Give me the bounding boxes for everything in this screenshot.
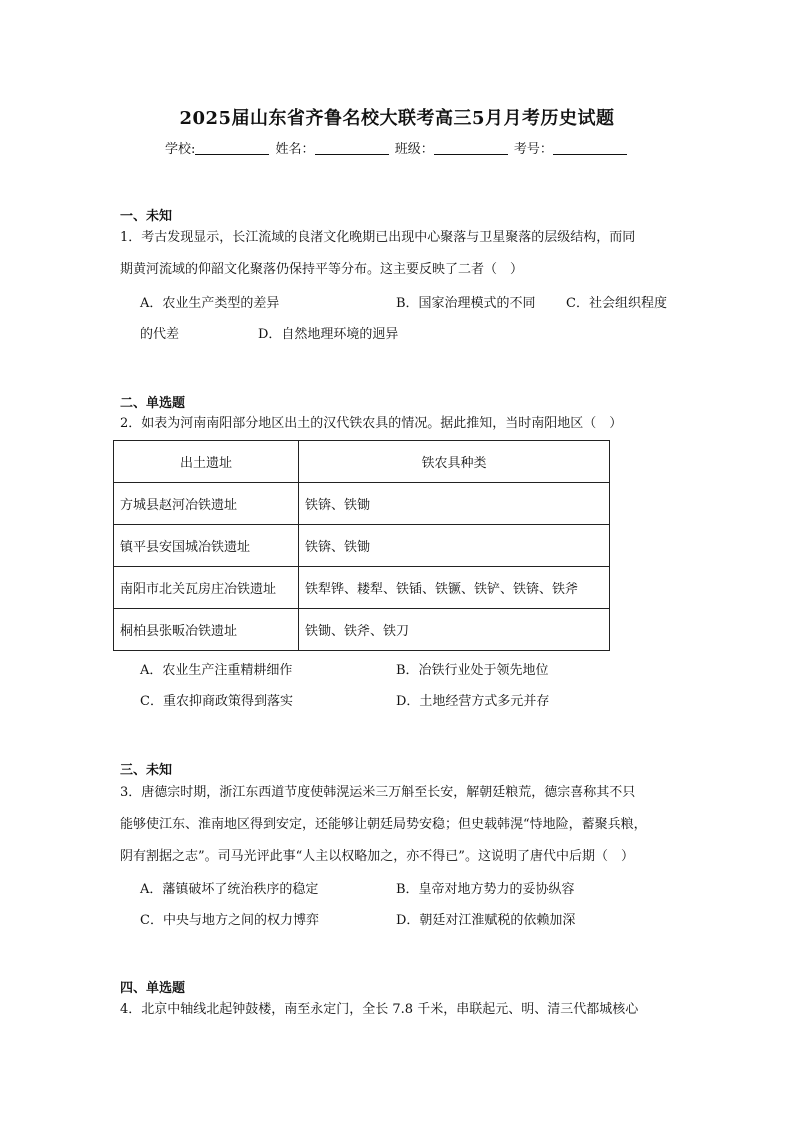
table-header-site: 出土遗址 [114,441,299,483]
table-cell-site: 方城县赵河冶铁遗址 [114,483,299,525]
name-blank[interactable] [315,142,389,155]
question-4-stem [120,994,680,1026]
table-row [114,567,610,609]
class-label: 班级： [394,142,434,157]
section-heading-4: 四、单选题 [120,981,186,996]
question-2-option-a: A．农业生产注重精耕细作 [140,663,293,678]
table-cell-tools: 铁锄、铁斧、铁刀 [299,609,610,651]
table-cell-tools: 铁犁铧、耧犁、铁锸、铁镢、铁铲、铁锛、铁斧 [299,567,610,609]
question-1-line-2: 期黄河流域的仰韶文化聚落仍保持平等分布。这主要反映了二者（ ） [120,262,524,277]
question-2-option-d: D．土地经营方式多元并存 [396,694,550,709]
question-3-line-3: 阴有割据之志”。司马光评此事“人主以权略加之，亦不得已”。这说明了唐代中后期（ ） [120,849,634,864]
question-3-option-d: D．朝廷对江淮赋税的依赖加深 [396,913,576,928]
table-cell-tools: 铁锛、铁锄 [299,525,610,567]
question-2-option-b: B．冶铁行业处于领先地位 [396,663,549,678]
section-heading-3: 三、未知 [120,763,173,778]
question-1-line-1: 1．考古发现显示，长江流域的良渚文化晚期已出现中心聚落与卫星聚落的层级结构，而同 [120,230,636,245]
question-1-option-c: C．社会组织程度 [566,296,667,311]
table-cell-site: 桐柏县张畈冶铁遗址 [114,609,299,651]
question-2-stem [120,408,680,440]
question-4-line-1: 4．北京中轴线北起钟鼓楼，南至永定门，全长 7.8 千米，串联起元、明、清三代都城核心 [120,1002,639,1017]
table-cell-tools: 铁锛、铁锄 [299,483,610,525]
school-blank[interactable] [195,142,269,155]
table-cell-site: 镇平县安国城冶铁遗址 [114,525,299,567]
question-1-option-a: A．农业生产类型的差异 [140,296,280,311]
question-3-line-1: 3．唐德宗时期，浙江东西道节度使韩滉运米三万斛至长安，解朝廷粮荒，德宗喜称其不只 [120,785,636,800]
exam-number-label: 考号： [513,142,553,157]
exam-title: 2025届山东省齐鲁名校大联考高三5月月考历史试题 [179,108,615,129]
question-1-option-b: B．国家治理模式的不同 [396,296,536,311]
table-row [114,609,610,651]
exam-number-blank[interactable] [553,142,627,155]
class-blank[interactable] [434,142,508,155]
table-cell-site: 南阳市北关瓦房庄冶铁遗址 [114,567,299,609]
question-1-option-c-continued: 的代差 [140,327,180,342]
question-3-stem [120,777,680,873]
iron-tools-table [113,440,610,651]
question-3-option-c: C．中央与地方之间的权力博弈 [140,913,319,928]
question-3-line-2: 能够使江东、淮南地区得到安定，还能够让朝廷局势安稳；但史载韩滉“恃地险，蓄聚兵粮， [120,817,647,832]
section-heading-1: 一、未知 [120,209,173,224]
table-row [114,483,610,525]
question-3-option-b: B．皇帝对地方势力的妥协纵容 [396,882,575,897]
table-row [114,525,610,567]
table-header-row [114,441,610,483]
question-1-option-d: D．自然地理环境的迥异 [258,327,399,342]
student-info-line [165,138,629,157]
school-label: 学校: [165,142,196,157]
table-header-tool-types: 铁农具种类 [299,441,610,483]
name-label: 姓名： [275,142,315,157]
question-2-option-c: C．重农抑商政策得到落实 [140,694,293,709]
question-2-line-1: 2．如表为河南南阳部分地区出土的汉代铁农具的情况。据此推知，当时南阳地区（ ） [120,416,623,431]
section-heading-2: 二、单选题 [120,396,186,411]
question-3-option-a: A．藩镇破坏了统治秩序的稳定 [140,882,319,897]
question-1-stem [120,222,680,286]
